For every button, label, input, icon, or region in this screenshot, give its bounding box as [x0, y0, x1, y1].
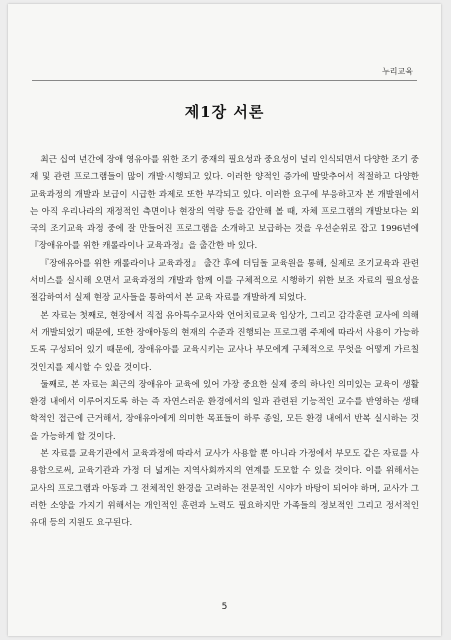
chapter-title: 제1장 서론	[184, 103, 265, 121]
header-divider	[32, 80, 417, 81]
paragraph: 둘째로, 본 자료는 최근의 장애유아 교육에 있어 가장 중요한 실제 중의 하나인 의미있는 교육이 생활환경 내에서 이루어지도록 하는 즉 자연스러운 환경에서의 일과 관련된 기능적인 교수를 반영하는 생태학적인 접근에 근거해서, 장애유아에게 의미한 목표들이 하루 종일, 모든 환경 내에서 반복 실시하는 것을 가능하게 할 것이다.	[30, 379, 419, 442]
running-header: 누리교육	[382, 67, 413, 76]
page-number: 5	[221, 602, 228, 612]
paragraph: 본 자료를 교육기관에서 교육과정에 따라서 교사가 사용할 뿐 아니라 가정에서 부모도 같은 자료를 사용함으로써, 교육기관과 가정 더 넓게는 지역사회까지의 연계를 도모할 수 있을 것이다. 이를 위해서는 교사의 프로그램과 아동과 그 전체적인 환경을 고려하는 전문적인 시야가 바탕이 되어야 하며, 교사가 그러한 소양을 가지기 위해서는 개인적인 훈련과 노력도 필요하지만 가족들의 정보적인 그리고 정서적인 유대 등의 지원도 요구된다.	[30, 449, 419, 529]
paragraph: 『장애유아를 위한 캐롤라이나 교육과정』 출간 후에 더딤돌 교육원을 통해, 실제로 조기교육과 관련 서비스를 실시해 오면서 교육과정의 개발과 함께 이를 구체적으로 시행하기 위한 보조 자료의 필요성을 절감하여서 실제 현장 교사들을 통하여서 본 교육 자료를 개발하게 되었다.	[30, 258, 419, 304]
paragraph: 본 자료는 첫째로, 현장에서 직접 유아특수교사와 언어치료교육 임상가, 그리고 감각훈련 교사에 의해서 개발되었기 때문에, 또한 장애아동의 현재의 수준과 진행되는 프로그램 주제에 따라서 사용이 가능하도록 구성되어 있기 때문에, 장애유아를 교육시키는 교사나 부모에게 구체적으로 무엇을 어떻게 가르칠 것인지를 제시할 수 있을 것이다.	[30, 310, 419, 373]
paragraph: 최근 십여 년간에 장애 영유아를 위한 조기 중재의 필요성과 중요성이 널리 인식되면서 다양한 조기 중재 및 관련 프로그램들이 많이 개발·시행되고 있다. 이러한 양적인 증가에 발맞추어서 적절하고 다양한 교육과정의 개발과 보급이 시급한 과제로 또한 부각되고 있다. 이러한 요구에 부응하고자 본 개발원에서는 아직 우리나라의 재정적인 측면이나 현장의 역량 등을 감안해 볼 때, 자체 프로그램의 개발보다는 외국의 조기교육 과정 중에 잘 만들어진 프로그램을 소개하고 보급하는 것을 우선순위로 잡고 1996년에 『장애유아를 위한 캐롤라이나 교육과정』을 출간한 바 있다.	[30, 155, 419, 252]
document-page	[8, 4, 441, 636]
body-text	[30, 152, 419, 533]
